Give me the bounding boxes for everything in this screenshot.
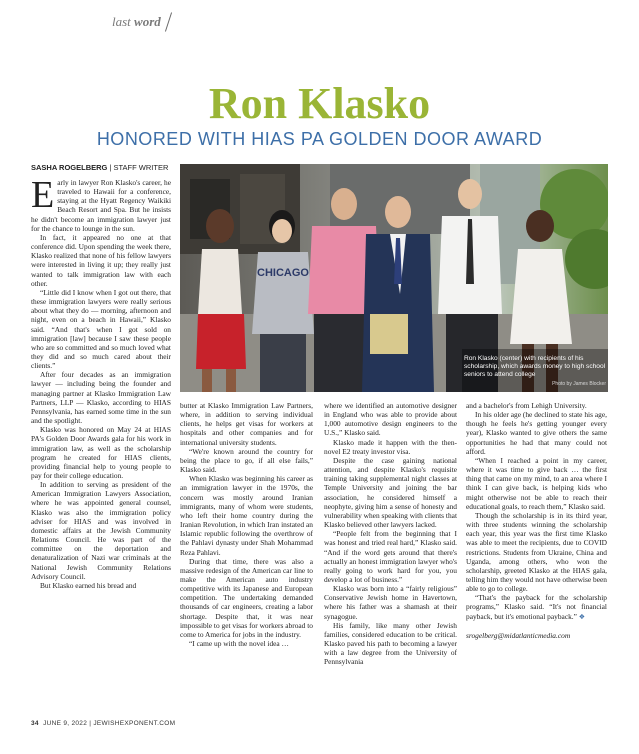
paragraph: “I came up with the novel idea … [189, 639, 289, 649]
kicker-slash-divider [165, 12, 172, 31]
author-name: SASHA ROGELBERG [31, 163, 108, 172]
paragraph: After four decades as an immigration lawyer — including being the founder and managing partner at Klasko Immigration Law Partners, LLP — Klasko, according to HIAS Pennsylvania, has earned some time in the sun and the spotlight. [31, 370, 171, 426]
article-column-4 [466, 401, 607, 640]
drop-cap: E [31, 174, 55, 216]
paragraph: “Little did I know when I got out there, that these immigration lawyers were really serious about what they do — morning, afternoon and night, even on a beach in Hawaii,” Klasko said. “And that's when I got sold on immigration [law] because I saw these people who are so committed and so much loved what they did and so much cared about their clients.” [31, 287, 171, 371]
author-email[interactable]: srogelberg@midatlanticmedia.com [466, 630, 571, 640]
paragraph [31, 174, 171, 233]
paragraph: where we identified an automotive designer in England who was able to provide about 1,000 automotive design engineers to the U.S.,” Klasko said. [324, 401, 457, 438]
paragraph: In fact, it appeared no one at that conference did. Upon spending the week there, Klasko realized that none of his fellow lawyers were interested in living it up; they really just wanted to talk immigration law with each other. [31, 232, 171, 288]
section-kicker [112, 14, 161, 30]
shirt-print: CHICAGO [257, 267, 309, 279]
article-column-1 [31, 174, 171, 590]
kicker-word: word [134, 14, 161, 29]
paragraph: “We're known around the country for being the place to go, if all else fails,” Klasko said. [180, 446, 313, 475]
caption-text: Ron Klasko (center) with recipients of his scholarship, which awards money to high school seniors to attend college [464, 355, 606, 378]
paragraph: butter at Klasko Immigration Law Partners, where, in addition to serving individual clients, he helps get visas for workers at hospitals and other companies and for international university students. [180, 401, 313, 447]
footer-separator: | [87, 720, 94, 727]
paragraph: During that time, there was also a massive redesign of the American car line to make the American auto industry competitive with its Japanese and European competition. The undertaking demanded thousands of car engineers, creating a labor shortage. Despite that, it was near impossible to get visas for workers abroad to come to America for jobs in the industry. [180, 556, 313, 639]
article-title: Ron Klasko [208, 79, 431, 128]
paragraph: Klasko was honored on May 24 at HIAS PA's Golden Door Awards gala for his work in immigration law, as well as the scholarship program he created for HIAS clients, providing financial help to young people to pay for their college education. [31, 425, 171, 480]
lead-text: arly in lawyer Ron Klasko's career, he traveled to Hawaii for a conference, staying at the Hyatt Regency Waikiki Beach Resort and Spa. But he insists he didn't become an immigration lawyer just for the chance to lounge in the sun. [31, 178, 171, 233]
paragraph: Though the scholarship is in its third year, with three students winning the scholarship each year, this year was the first time Klasko was able to meet the recipients, due to COVID restrictions. Students from Ukraine, China and Uganda, among others, who won the scholarship, greeted Klasko at the HIAS gala, telling him they would not have otherwise been able to go to college. [466, 510, 607, 594]
photo-caption [464, 355, 606, 388]
paragraph: “When I reached a point in my career, where it was time to give back … the first thing that came on my mind, to an area where I think I can give back, is helping kids who might otherwise not be able to reach their educational goals, to reach them,” Klasko said. [466, 455, 607, 511]
paragraph: But Klasko earned his bread and [40, 580, 137, 590]
paragraph: His family, like many other Jewish families, considered education to be critical. Klasko paved his path to becoming a lawyer with a law degree from the University of Pennsylvania [324, 620, 457, 667]
paragraph: In addition to serving as president of the American Immigration Lawyers Association, where he was appointed general counsel, Klasko was also the immigration policy adviser for HIAS and was involved in domestic affairs at the Jewish Community Relations Council. He was part of the committee on the deportation and denaturalization of Nazi war criminals at the National Jewish Community Relations Advisory Council. [31, 480, 171, 581]
author-role: STAFF WRITER [113, 163, 169, 172]
paragraph: “People felt from the beginning that I was honest and tried real hard,” Klasko said. “And if the word gets around that there's actually an honest immigration lawyer who's really going to work hard for you, you develop a lot of business.” [324, 529, 457, 584]
end-mark-icon: ❖ [578, 612, 586, 621]
closing-quote: “That's the payback for the scholarship programs,” Klasko said. “It's not financial payback, but it's emotional payback.” [466, 593, 607, 621]
paragraph: In his older age (he declined to state his age, though he feels he's getting younger every year), Klasko wanted to give others the same opportunities he had that many could not afford. [466, 410, 607, 456]
paragraph: Klasko was born into a “fairly religious” Conservative Jewish home in Havertown, where his father was a shamash at their synagogue. [324, 584, 457, 621]
article-column-3 [324, 401, 457, 667]
byline [31, 163, 168, 172]
page-number: 34 [31, 720, 39, 727]
article-column-2 [180, 401, 313, 648]
byline-separator: | [107, 163, 114, 172]
paragraph: When Klasko was beginning his career as an immigration lawyer in the 1970s, the concern was mostly around Iranian immigrants, many of whom were students, who left their home country during the Iranian Revolution, in which Iran instated an Islamic republic following the overthrow of the Pahlavi dynasty under Shah Mohammad Reza Pahlavi. [180, 474, 313, 557]
paragraph: and a bachelor's from Lehigh University. [466, 401, 587, 410]
issue-date: JUNE 9, 2022 [43, 720, 88, 727]
paragraph: Klasko made it happen with the then-novel E2 treaty investor visa. [324, 437, 457, 456]
paragraph [466, 593, 607, 621]
website-link[interactable]: JEWISHEXPONENT.COM [93, 720, 176, 727]
paragraph: Despite the case gaining national attention, and despite Klasko's requisite training taking supplemental night classes at Temple University and joining the bar association, he considered himself a neophyte, giving him a sense of honesty and vulnerability when speaking with clients that Klasko believed other lawyers lacked. [324, 455, 457, 530]
article-subtitle: HONORED WITH HIAS PA GOLDEN DOOR AWARD [96, 129, 543, 149]
photo-credit: Photo by James Blocker [552, 381, 606, 387]
kicker-last: last [112, 14, 131, 29]
page-footer [31, 720, 175, 727]
